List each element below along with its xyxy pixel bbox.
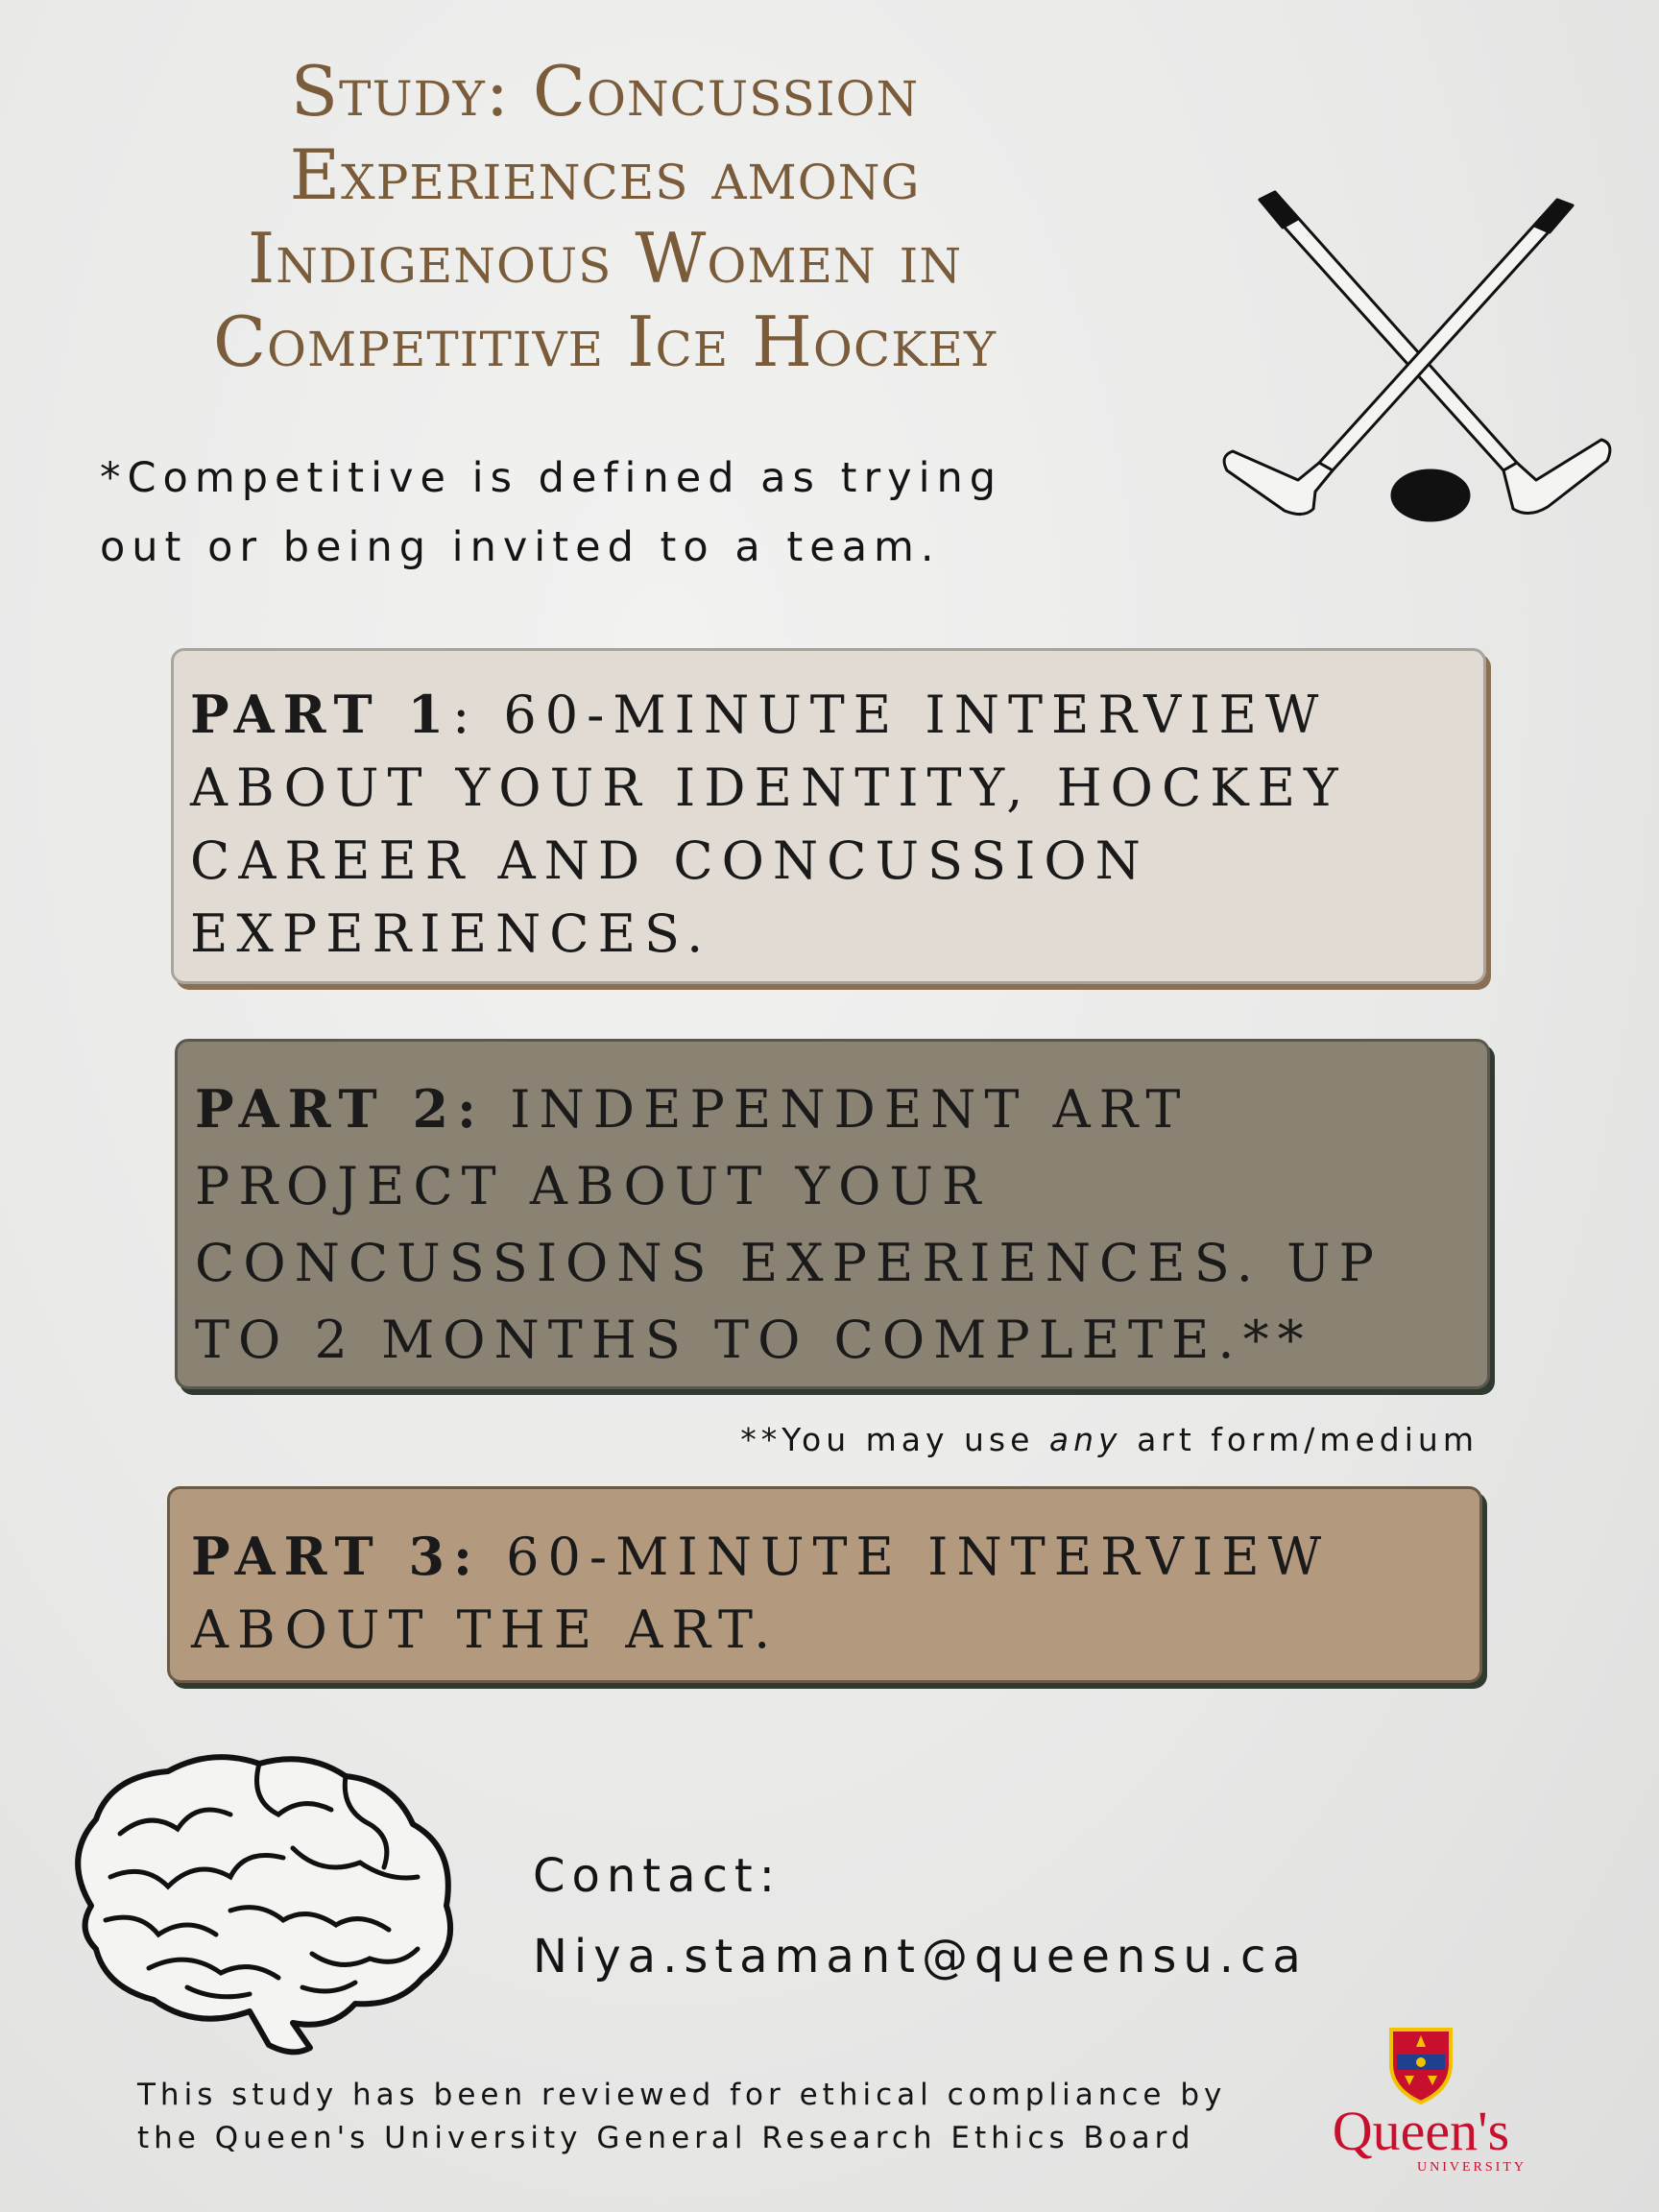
contact-label: Contact:: [533, 1849, 781, 1903]
ethics-line: the Queen's University General Research Ethics Board: [137, 2121, 1195, 2155]
brain-icon: [53, 1743, 494, 2059]
part-2-label: PART 2:: [195, 1078, 485, 1140]
logo-wordmark: Queen's: [1332, 2100, 1510, 2162]
part-2-card: [175, 1039, 1490, 1389]
part-1-label: PART 1: [190, 684, 453, 745]
part-3-card: [167, 1486, 1482, 1683]
crossed-hockey-sticks-icon: [1219, 182, 1623, 538]
university-crest-icon: [1387, 2026, 1455, 2104]
art-medium-note: [624, 1421, 1479, 1458]
art-note-emphasis: any: [1048, 1421, 1122, 1458]
contact-block: [533, 1836, 1493, 1997]
poster-title: [58, 50, 1152, 384]
title-line: Study: Concussion: [290, 51, 920, 132]
ethics-line: This study has been reviewed for ethical compliance by: [137, 2078, 1227, 2112]
queens-university-logo: [1306, 2026, 1536, 2199]
part-2-text: INDEPENDENT ART PROJECT ABOUT YOUR CONCUSSIONS EXPERIENCES. UP TO 2 MONTHS TO COMPLETE.**: [195, 1079, 1382, 1370]
part-3-text: 60-MINUTE INTERVIEW ABOUT THE ART.: [191, 1527, 1331, 1660]
note-line: out or being invited to a team.: [100, 523, 941, 571]
note-line: *Competitive is defined as trying: [100, 454, 1003, 502]
title-line: Experiences among: [289, 134, 921, 215]
part-1-card: [171, 648, 1486, 984]
title-line: Indigenous Women in: [247, 218, 963, 299]
art-note-after: art form/medium: [1121, 1421, 1479, 1458]
competitive-definition-note: [100, 444, 1156, 582]
part-1-text: : 60-MINUTE INTERVIEW ABOUT YOUR IDENTITY, HOCKEY CAREER AND CONCUSSION EXPERIENCES.: [190, 685, 1347, 964]
part-3-label: PART 3:: [191, 1526, 481, 1587]
contact-email[interactable]: Niya.stamant@queensu.ca: [533, 1930, 1308, 1984]
title-line: Competitive Ice Hockey: [212, 301, 998, 382]
art-note-before: **You may use: [740, 1421, 1049, 1458]
logo-subtitle: UNIVERSITY: [1417, 2160, 1527, 2175]
ethics-statement: [137, 2074, 1289, 2160]
